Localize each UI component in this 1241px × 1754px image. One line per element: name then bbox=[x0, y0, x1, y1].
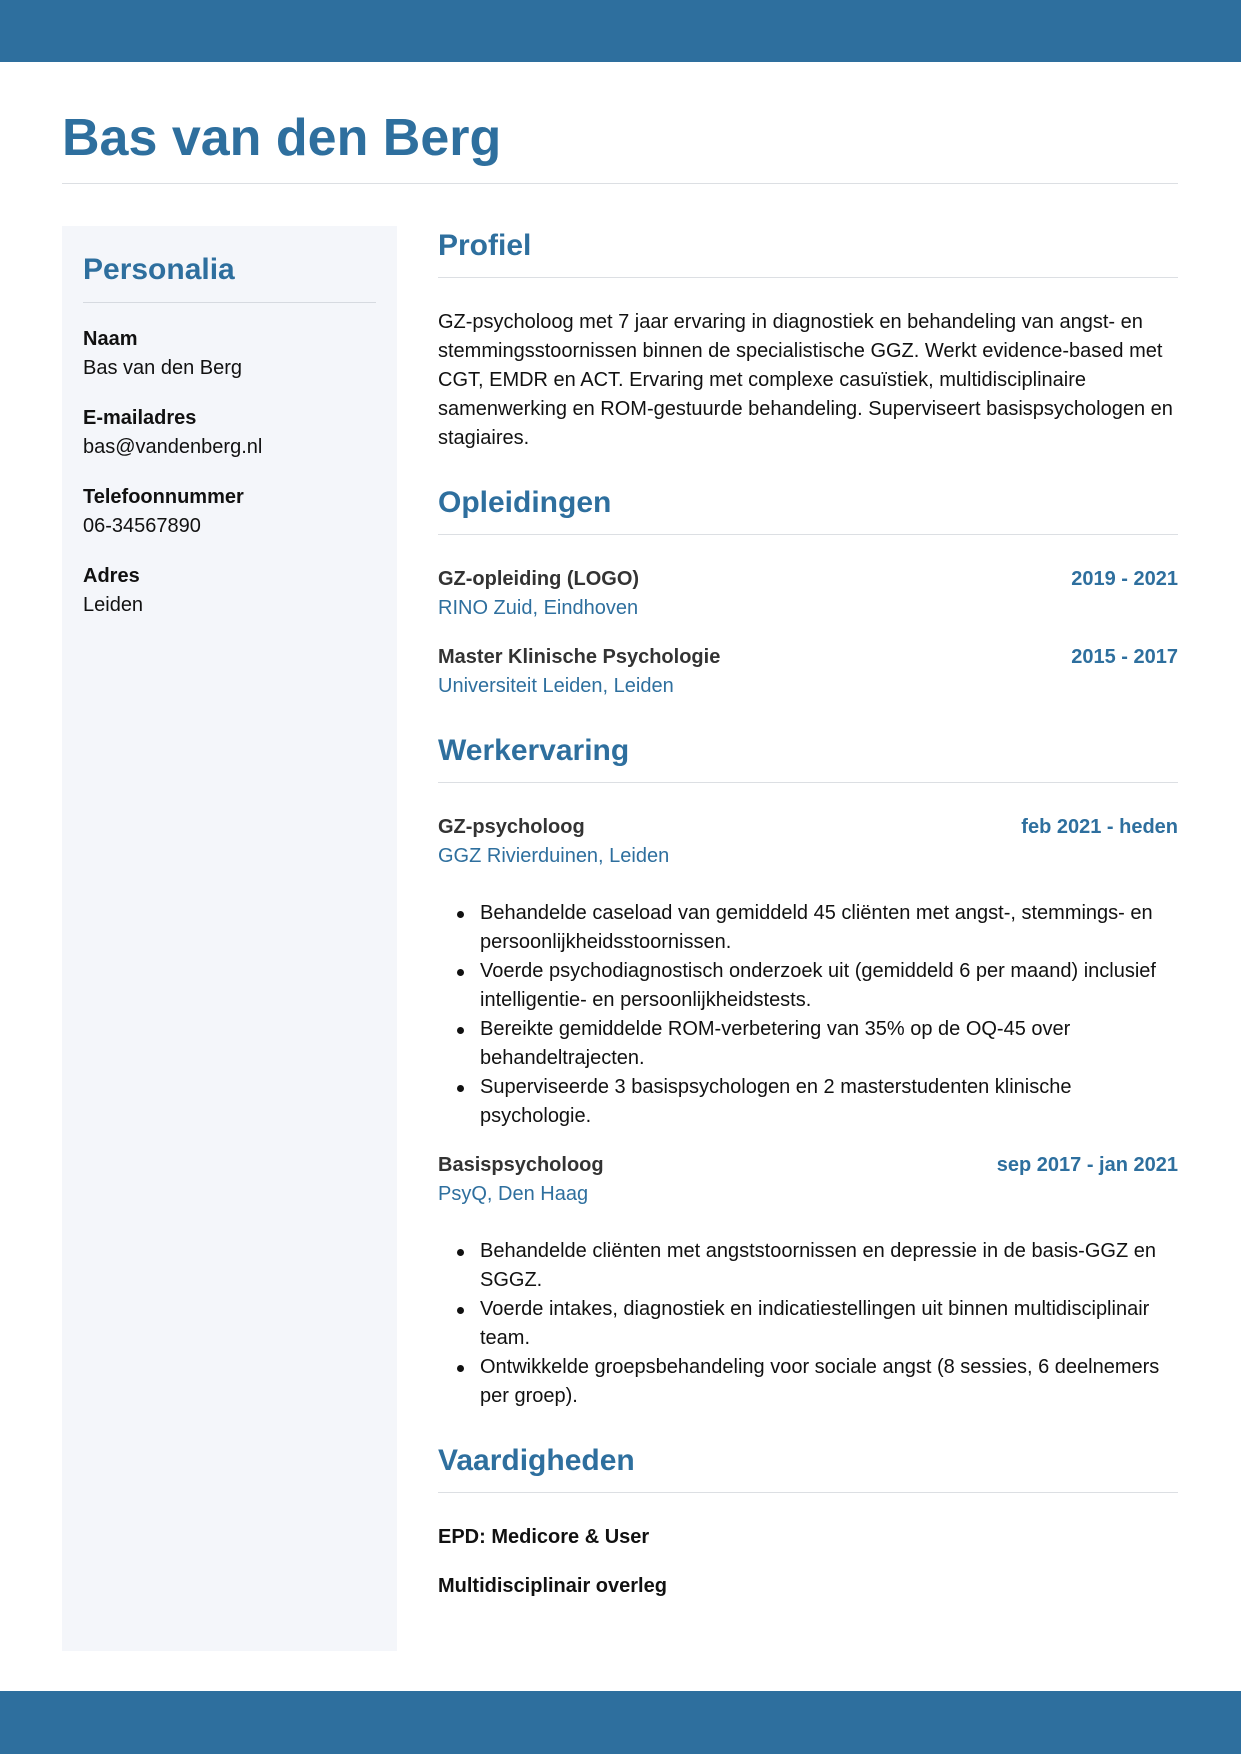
list-item bbox=[438, 957, 1178, 1015]
title-divider bbox=[62, 183, 1178, 184]
bullet-icon bbox=[457, 1085, 464, 1092]
entry-date: 2019 - 2021 bbox=[1071, 568, 1178, 590]
list-item bbox=[438, 1015, 1178, 1073]
bullet-icon bbox=[457, 1307, 464, 1314]
personalia-item-naam bbox=[83, 325, 376, 383]
section-divider bbox=[438, 1492, 1178, 1493]
bullet-icon bbox=[457, 911, 464, 918]
bullet-text: Voerde psychodiagnostisch onderzoek uit (gemiddeld 6 per maand) inclusief intelligentie- en persoonlijkheidstests. bbox=[480, 960, 1156, 1011]
profiel-section bbox=[438, 226, 1178, 453]
skill-item: Multidisciplinair overleg bbox=[438, 1575, 667, 1597]
education-entry bbox=[438, 565, 1178, 623]
opleidingen-section bbox=[438, 483, 1178, 701]
personalia-item-telefoon bbox=[83, 483, 376, 541]
bullet-text: Superviseerde 3 basispsychologen en 2 masterstudenten klinische psychologie. bbox=[480, 1076, 1072, 1127]
vaardigheden-section bbox=[438, 1441, 1178, 1601]
entry-header bbox=[438, 643, 1178, 672]
page-title: Bas van den Berg bbox=[62, 109, 502, 167]
skill-item: EPD: Medicore & User bbox=[438, 1526, 650, 1548]
bottom-color-band bbox=[0, 1691, 1241, 1754]
list-item bbox=[438, 899, 1178, 957]
entry-organization: PsyQ, Den Haag bbox=[438, 1183, 589, 1205]
entry-date: 2015 - 2017 bbox=[1071, 646, 1178, 668]
profiel-text: GZ-psycholoog met 7 jaar ervaring in diagnostiek en behandeling van angst- en stemmingsstoornissen binnen de specialistische GGZ. Werkt evidence-based met CGT, EMDR en ACT. Ervaring met complexe casuïstiek, multidisciplinaire samenwerking en ROM-gestuurde behandeling. Superviseert basispsychologen en stagiaires. bbox=[438, 311, 1173, 449]
personalia-item-adres bbox=[83, 562, 376, 620]
bullet-icon bbox=[457, 1249, 464, 1256]
entry-date: sep 2017 - jan 2021 bbox=[996, 1154, 1178, 1176]
personalia-value: 06-34567890 bbox=[83, 515, 201, 537]
bullet-list bbox=[438, 899, 1178, 1131]
personalia-sidebar bbox=[62, 226, 397, 1651]
education-entry bbox=[438, 643, 1178, 701]
bullet-text: Ontwikkelde groepsbehandeling voor sociale angst (8 sessies, 6 deelnemers per groep). bbox=[480, 1356, 1160, 1407]
personalia-label: Telefoonnummer bbox=[83, 486, 244, 508]
list-item bbox=[438, 1073, 1178, 1131]
top-color-band bbox=[0, 0, 1241, 62]
main-content bbox=[438, 226, 1178, 1601]
entry-header bbox=[438, 565, 1178, 594]
bullet-list bbox=[438, 1237, 1178, 1411]
bullet-text: Bereikte gemiddelde ROM-verbetering van 35% op de OQ-45 over behandeltrajecten. bbox=[480, 1018, 1071, 1069]
bullet-text: Voerde intakes, diagnostiek en indicatiestellingen uit binnen multidisciplinair team. bbox=[480, 1298, 1150, 1349]
list-item bbox=[438, 1353, 1178, 1411]
personalia-label: Adres bbox=[83, 565, 140, 587]
entry-title: GZ-psycholoog bbox=[438, 816, 585, 838]
entry-organization: Universiteit Leiden, Leiden bbox=[438, 675, 674, 697]
entry-organization: GGZ Rivierduinen, Leiden bbox=[438, 845, 670, 867]
bullet-icon bbox=[457, 969, 464, 976]
personalia-value: Bas van den Berg bbox=[83, 357, 242, 379]
entry-organization: RINO Zuid, Eindhoven bbox=[438, 597, 639, 619]
bullet-icon bbox=[457, 1027, 464, 1034]
werkervaring-heading: Werkervaring bbox=[438, 734, 630, 767]
entry-header bbox=[438, 1151, 1178, 1180]
personalia-heading: Personalia bbox=[83, 253, 235, 286]
personalia-value: Leiden bbox=[83, 594, 144, 616]
entry-title: Master Klinische Psychologie bbox=[438, 646, 721, 668]
work-entry bbox=[438, 813, 1178, 1131]
entry-title: Basispsycholoog bbox=[438, 1154, 604, 1176]
opleidingen-heading: Opleidingen bbox=[438, 486, 612, 519]
bullet-icon bbox=[457, 1365, 464, 1372]
profiel-heading: Profiel bbox=[438, 229, 532, 262]
list-item bbox=[438, 1295, 1178, 1353]
section-divider bbox=[438, 534, 1178, 535]
vaardigheden-heading: Vaardigheden bbox=[438, 1444, 635, 1477]
personalia-value: bas@vandenberg.nl bbox=[83, 436, 263, 458]
personalia-label: E-mailadres bbox=[83, 407, 197, 429]
werkervaring-section bbox=[438, 731, 1178, 1411]
list-item bbox=[438, 1237, 1178, 1295]
bullet-text: Behandelde cliënten met angststoornissen en depressie in de basis-GGZ en SGGZ. bbox=[480, 1240, 1156, 1291]
section-divider bbox=[438, 782, 1178, 783]
personalia-divider bbox=[83, 302, 376, 303]
work-entry bbox=[438, 1151, 1178, 1411]
entry-title: GZ-opleiding (LOGO) bbox=[438, 568, 640, 590]
section-divider bbox=[438, 277, 1178, 278]
entry-date: feb 2021 - heden bbox=[1021, 816, 1178, 838]
personalia-label: Naam bbox=[83, 328, 138, 350]
entry-header bbox=[438, 813, 1178, 842]
bullet-text: Behandelde caseload van gemiddeld 45 cliënten met angst-, stemmings- en persoonlijkheidsstoornissen. bbox=[480, 902, 1153, 953]
personalia-item-email bbox=[83, 404, 376, 462]
